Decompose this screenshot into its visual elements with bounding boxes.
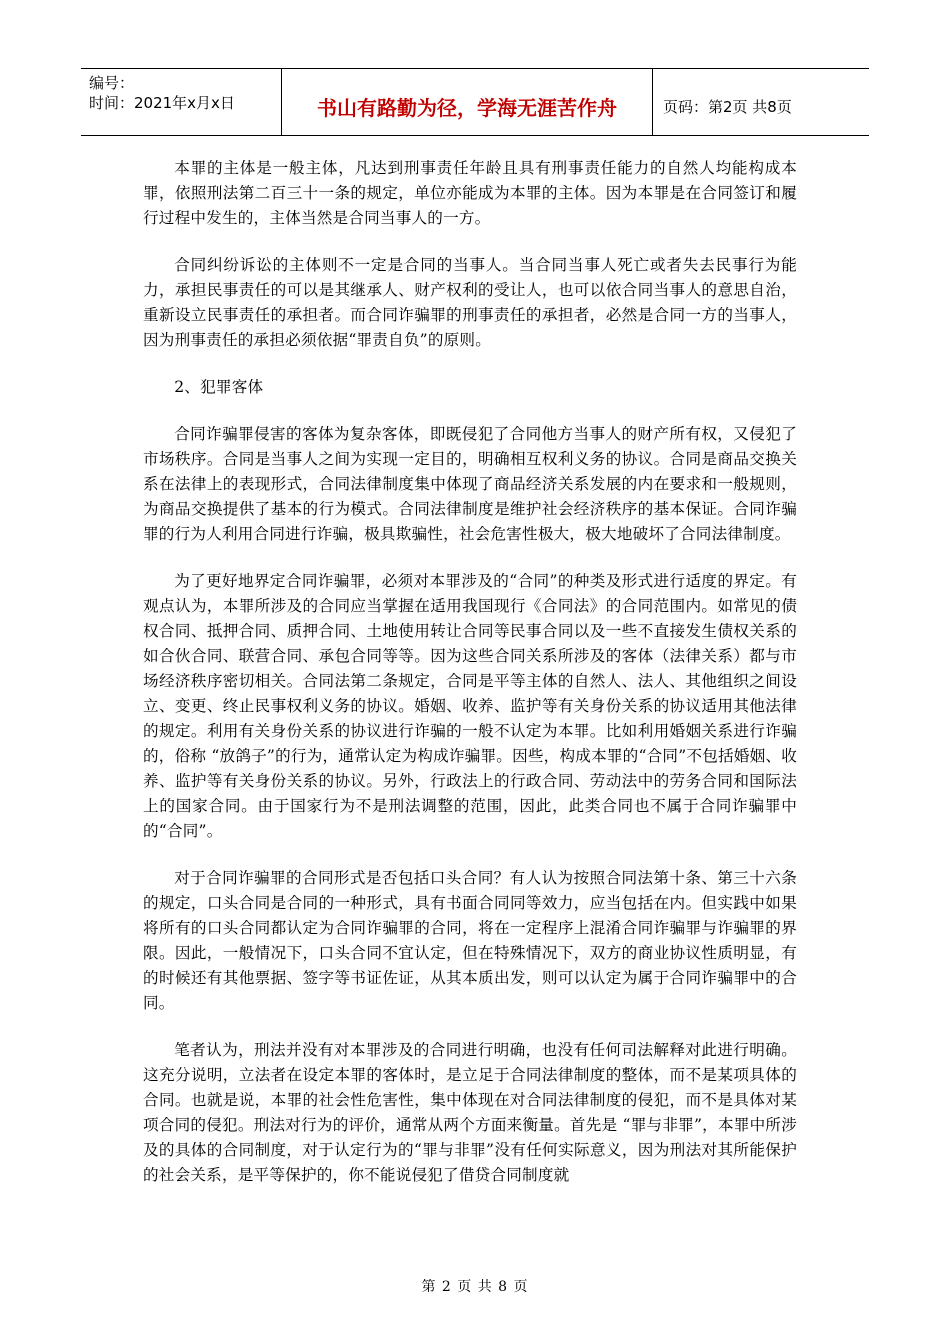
document-header: [81, 68, 869, 136]
paragraph: 笔者认为，刑法并没有对本罪涉及的合同进行明确，也没有任何司法解释对此进行明确。这充分说明，立法者在设定本罪的客体时，是立足于合同法律制度的整体，而不是某项具体的合同。也就是说，本罪的社会性危害性，集中体现在对合同法律制度的侵犯，而不是具体对某项合同的侵犯。刑法对行为的评价，通常从两个方面来衡量。首先是 “罪与非罪”，本罪中所涉及的具体的合同制度，对于认定行为的“罪与非罪”没有任何实际意义，因为刑法对其所能保护的社会关系，是平等保护的，你不能说侵犯了借贷合同制度就: [143, 1041, 797, 1184]
paragraph: 为了更好地界定合同诈骗罪，必须对本罪涉及的“合同”的种类及形式进行适度的界定。有观点认为，本罪所涉及的合同应当掌握在适用我国现行《合同法》的合同范围内。如常见的债权合同、抵押合同、质押合同、土地使用转让合同等民事合同以及一些不直接发生债权关系的如合伙合同、联营合同、承包合同等等。因为这些合同关系所涉及的客体（法律关系）都与市场经济秩序密切相关。合同法第二条规定，合同是平等主体的自然人、法人、其他组织之间设立、变更、终止民事权利义务的协议。婚姻、收养、监护等有关身份关系的协议适用其他法律的规定。利用有关身份关系的协议进行诈骗的一般不认定为本罪。比如利用婚姻关系进行诈骗的，俗称 “放鸽子”的行为，通常认定为构成诈骗罪。因些，构成本罪的“合同”不包括婚姻、收养、监护等有关身份关系的协议。另外，行政法上的行政合同、劳动法中的劳务合同和国际法上的国家合同。由于国家行为不是刑法调整的范围，因此，此类合同也不属于合同诈骗罪中的“合同”。: [143, 572, 797, 840]
section-heading: 2、犯罪客体: [174, 378, 264, 396]
header-meta: [81, 69, 281, 135]
document-time-label: 时间：2021年x月x日: [89, 94, 235, 112]
header-page-number: 页码：第2页 共8页: [663, 97, 792, 116]
paragraph: 合同纠纷诉讼的主体则不一定是合同的当事人。当合同当事人死亡或者失去民事行为能力，承担民事责任的可以是其继承人、财产权利的受让人，也可以依合同当事人的意思自治，重新设立民事责任的承担者。而合同诈骗罪的刑事责任的承担者，必然是合同一方的当事人，因为刑事责任的承担必须依据“罪责自负”的原则。: [143, 256, 797, 349]
document-number-label: 编号：: [89, 74, 135, 92]
document-body: [143, 156, 797, 1210]
paragraph: 本罪的主体是一般主体，凡达到刑事责任年龄且具有刑事责任能力的自然人均能构成本罪，依照刑法第二百三十一条的规定，单位亦能成为本罪的主体。因为本罪是在合同签订和履行过程中发生的，主体当然是合同当事人的一方。: [143, 159, 797, 227]
page-footer: 第 2 页 共 8 页: [421, 1279, 529, 1295]
paragraph: 对于合同诈骗罪的合同形式是否包括口头合同？有人认为按照合同法第十条、第三十六条的规定，口头合同是合同的一种形式，具有书面合同同等效力，应当包括在内。但实践中如果将所有的口头合同都认定为合同诈骗罪的合同，将在一定程序上混淆合同诈骗罪与诈骗罪的界限。因此，一般情况下，口头合同不宜认定，但在特殊情况下，双方的商业协议性质明显，有的时候还有其他票据、签字等书证佐证，从其本质出发，则可以认定为属于合同诈骗罪中的合同。: [143, 869, 797, 1012]
paragraph: 合同诈骗罪侵害的客体为复杂客体，即既侵犯了合同他方当事人的财产所有权，又侵犯了市场秩序。合同是当事人之间为实现一定目的，明确相互权利义务的协议。合同是商品交换关系在法律上的表现形式，合同法律制度集中体现了商品经济关系发展的内在要求和一般规则，为商品交换提供了基本的行为模式。合同法律制度是维护社会经济秩序的基本保证。合同诈骗罪的行为人利用合同进行诈骗，极具欺骗性，社会危害性极大，极大地破坏了合同法律制度。: [143, 425, 797, 543]
header-motto: 书山有路勤为径，学海无涯苦作舟: [281, 69, 653, 135]
